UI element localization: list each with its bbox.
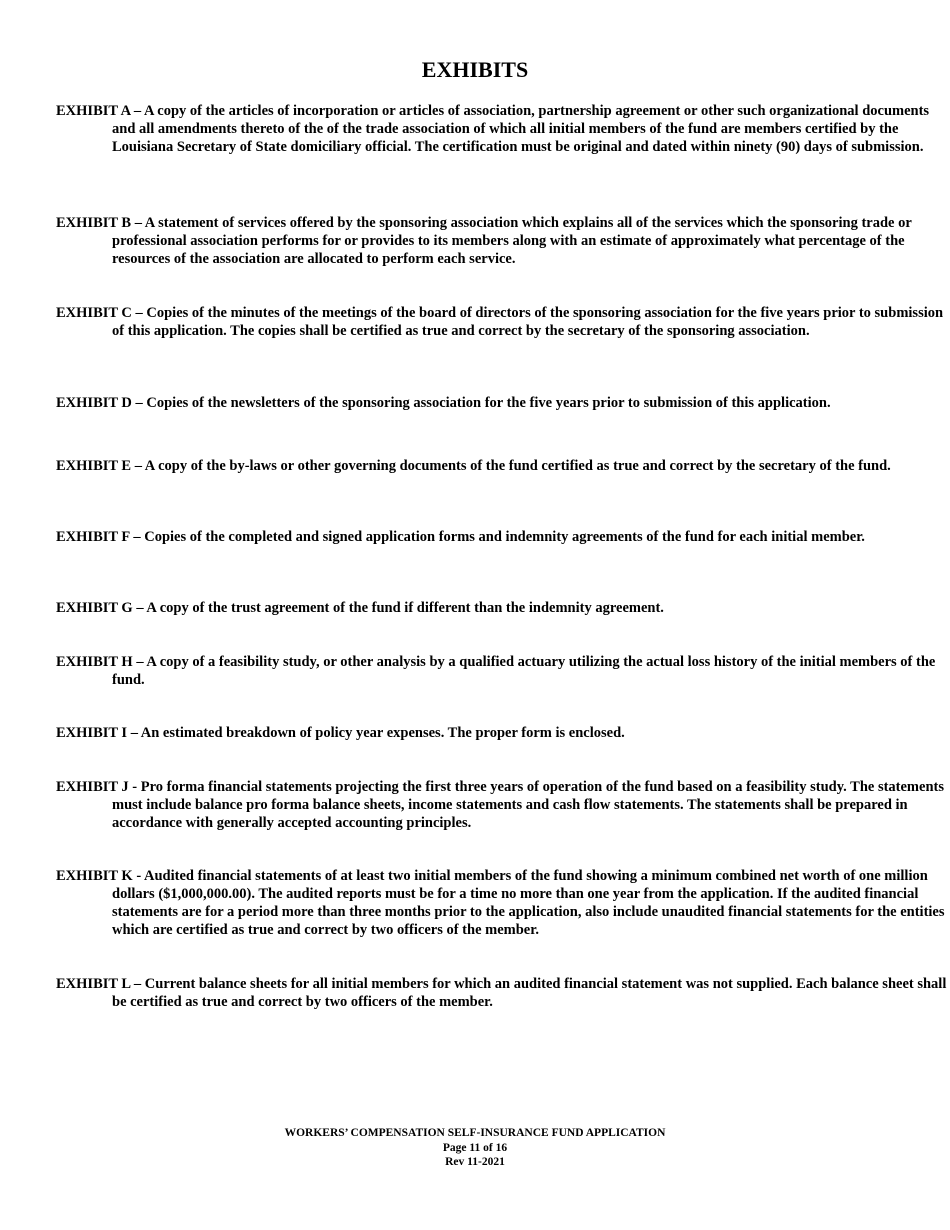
exhibit-text: A statement of services offered by the sponsoring association which explains all of the services which the sponsoring trade or professional association performs for or provides to its members along with an estimate of approximately what percentage of the resources of the association are allocated to perform each service. xyxy=(112,215,912,267)
exhibit-j xyxy=(56,778,950,832)
exhibit-separator: – xyxy=(132,654,147,670)
exhibit-text: A copy of the trust agreement of the fund if different than the indemnity agreement. xyxy=(146,600,664,616)
footer-form-title: WORKERS’ COMPENSATION SELF-INSURANCE FUND APPLICATION xyxy=(284,1127,666,1139)
exhibit-text: Copies of the minutes of the meetings of the board of directors of the sponsoring association for the five years prior to submission of this application. The copies shall be certified as true and correct by the secretary of the sponsoring association. xyxy=(112,305,944,339)
exhibit-text: Copies of the completed and signed application forms and indemnity agreements of the fund for each initial member. xyxy=(144,529,865,545)
page-title: EXHIBITS xyxy=(421,57,529,82)
exhibit-separator: – xyxy=(129,529,145,545)
exhibit-label: EXHIBIT E xyxy=(56,458,132,474)
exhibit-label: EXHIBIT D xyxy=(56,395,132,411)
exhibit-i xyxy=(56,724,950,742)
exhibit-label: EXHIBIT B xyxy=(56,215,132,231)
exhibit-d xyxy=(56,394,950,412)
footer-page-number: Page 11 of 16 xyxy=(442,1141,508,1154)
footer-revision: Rev 11-2021 xyxy=(445,1156,505,1168)
exhibit-label: EXHIBIT G xyxy=(56,600,133,616)
exhibit-label: EXHIBIT J xyxy=(56,779,129,795)
exhibit-separator: – xyxy=(130,103,144,119)
exhibit-e xyxy=(56,457,950,475)
exhibit-text: Current balance sheets for all initial members for which an audited financial statement was not supplied. Each balance sheet shall be certified as true and correct by two officers of the member. xyxy=(112,976,947,1010)
exhibit-separator: – xyxy=(131,305,147,321)
exhibit-text: Copies of the newsletters of the sponsoring association for the five years prior to submission of this application. xyxy=(146,395,831,411)
exhibit-text: Pro forma financial statements projecting the first three years of operation of the fund based on a feasibility study. The statements must include balance pro forma balance sheets, income statements and cash flow statements. The statements shall be prepared in accordance with generally accepted accounting principles. xyxy=(112,779,944,831)
exhibit-f xyxy=(56,528,950,546)
exhibit-separator: – xyxy=(131,458,145,474)
exhibit-label: EXHIBIT F xyxy=(56,529,130,545)
exhibit-h xyxy=(56,653,950,689)
exhibit-k xyxy=(56,867,950,939)
page-footer xyxy=(0,1126,950,1170)
exhibit-label: EXHIBIT H xyxy=(56,654,133,670)
exhibit-text: A copy of a feasibility study, or other analysis by a qualified actuary utilizing the actual loss history of the initial members of the fund. xyxy=(112,654,936,688)
exhibit-separator: – xyxy=(127,725,141,741)
exhibit-separator: – xyxy=(132,600,147,616)
exhibit-label: EXHIBIT L xyxy=(56,976,131,992)
exhibit-b xyxy=(56,214,950,268)
exhibit-separator: – xyxy=(131,395,147,411)
exhibit-c xyxy=(56,304,950,340)
exhibit-separator: - xyxy=(128,779,141,795)
exhibit-label: EXHIBIT I xyxy=(56,725,128,741)
exhibit-label: EXHIBIT C xyxy=(56,305,132,321)
exhibit-a xyxy=(56,102,950,156)
exhibit-g xyxy=(56,599,950,617)
exhibit-separator: – xyxy=(131,215,145,231)
exhibit-l xyxy=(56,975,950,1011)
exhibit-text: Audited financial statements of at least two initial members of the fund showing a minimum combined net worth of one million dollars ($1,000,000.00). The audited reports must be for a time no more than one year from the application. If the audited financial statements are for a period more than three months prior to the application, also include unaudited financial statements for the entities which are certified as true and correct by two officers of the member. xyxy=(112,868,945,938)
exhibit-label: EXHIBIT A xyxy=(56,103,131,119)
exhibit-separator: – xyxy=(130,976,145,992)
exhibit-separator: - xyxy=(132,868,144,884)
exhibit-text: A copy of the by-laws or other governing documents of the fund certified as true and correct by the secretary of the fund. xyxy=(144,458,891,474)
exhibit-text: A copy of the articles of incorporation or articles of association, partnership agreement or other such organizational documents and all amendments thereto of the of the trade association of which all initial members of the fund are members certified by the Louisiana Secretary of State domiciliary official. The certification must be original and dated within ninety (90) days of submission. xyxy=(112,103,930,155)
exhibit-text: An estimated breakdown of policy year expenses. The proper form is enclosed. xyxy=(140,725,625,741)
exhibit-label: EXHIBIT K xyxy=(56,868,133,884)
